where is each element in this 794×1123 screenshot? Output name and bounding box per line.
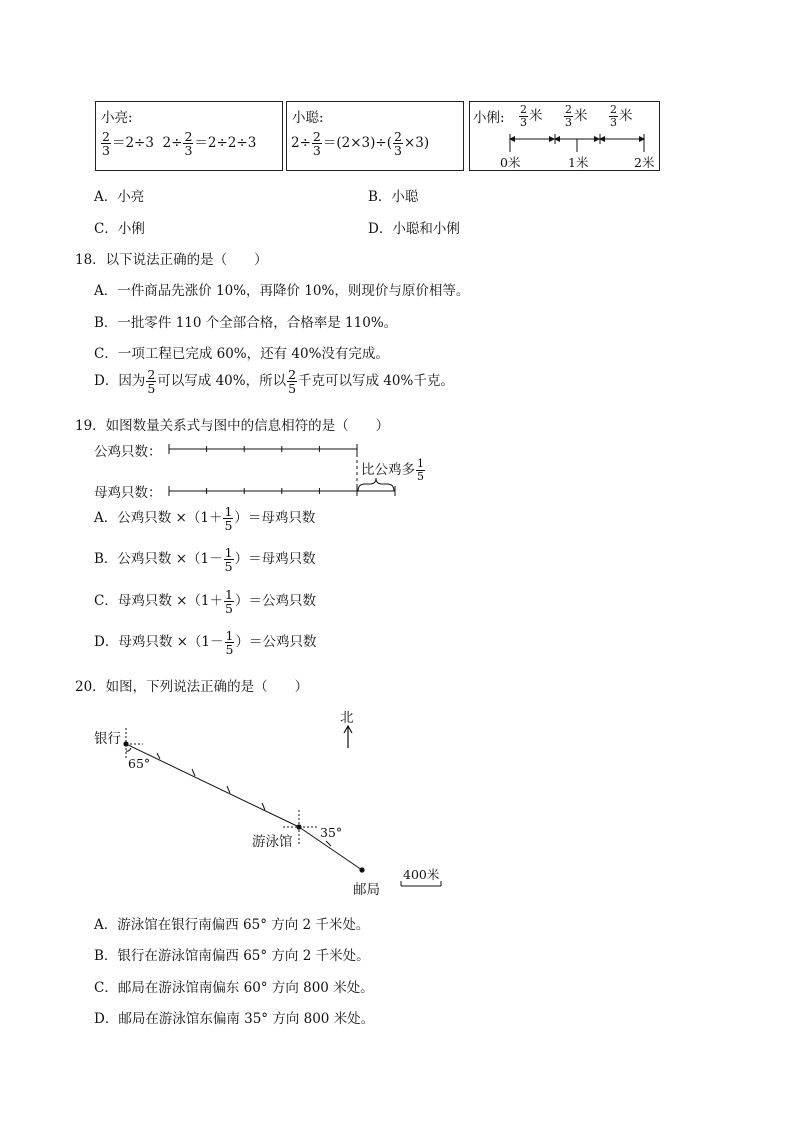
q20-option-a[interactable]: A．游泳馆在银行南偏西 65° 方向 2 千米处。 bbox=[94, 917, 370, 933]
xiaoliang-title: 小亮: bbox=[101, 110, 133, 126]
xiaoli-title: 小俐: bbox=[473, 110, 505, 126]
xiaoliang-box bbox=[95, 101, 283, 171]
q18-option-d[interactable]: D．因为 $\frac{2}{5}$ 可以写成 40%，所以 $\frac{2}{5}$ 千克可以写成 40%千克。 bbox=[94, 367, 454, 397]
q17-option-c[interactable]: C．小俐 bbox=[94, 221, 145, 237]
xiaoli-box bbox=[469, 101, 660, 171]
xiaoliang-equation: $\frac{2}{3}$ ＝2÷3 2÷ $\frac{2}{3}$ ＝2÷2÷3 bbox=[102, 129, 257, 159]
xiaoli-seg-3: $\frac{2}{3}$ 米 bbox=[610, 103, 633, 129]
q17-option-d[interactable]: D．小聪和小俐 bbox=[368, 221, 460, 237]
q19-option-d[interactable]: D．母鸡只数 ×（1－ $\frac{1}{5}$ ）＝公鸡只数 bbox=[94, 628, 317, 658]
north-label: 北 bbox=[340, 710, 354, 726]
q18-option-a[interactable]: A．一件商品先涨价 10%，再降价 10%，则现价与原价相等。 bbox=[94, 283, 470, 299]
xiaocong-box bbox=[286, 101, 464, 171]
hen-label: 母鸡只数： bbox=[94, 485, 162, 501]
q17-option-a[interactable]: A．小亮 bbox=[94, 189, 145, 205]
angle-35-label: 35° bbox=[320, 825, 343, 840]
q20-option-c[interactable]: C．邮局在游泳馆南偏东 60° 方向 800 米处。 bbox=[94, 980, 374, 996]
xiaocong-equation: 2÷ $\frac{2}{3}$ ＝(2×3)÷( $\frac{2}{3}$ ×3) bbox=[291, 129, 430, 159]
q20-option-d[interactable]: D．邮局在游泳馆东偏南 35° 方向 800 米处。 bbox=[94, 1011, 375, 1027]
q19-stem: 19．如图数量关系式与图中的信息相符的是（ ） bbox=[75, 418, 390, 434]
q20-stem: 20．如图，下列说法正确的是（ ） bbox=[75, 679, 309, 695]
q18-stem: 18．以下说法正确的是（ ） bbox=[75, 252, 268, 268]
post-label: 邮局 bbox=[353, 882, 380, 898]
angle-65-label: 65° bbox=[128, 756, 151, 771]
mark-2: 2米 bbox=[634, 155, 655, 170]
xiaocong-title: 小聪: bbox=[292, 110, 324, 126]
scale-label: 400米 bbox=[403, 867, 440, 882]
mark-0: 0米 bbox=[500, 155, 521, 170]
number-line bbox=[470, 102, 661, 172]
xiaoli-seg-2: $\frac{2}{3}$ 米 bbox=[565, 103, 588, 129]
brace-note: 比公鸡多 $\frac{1}{5}$ bbox=[361, 457, 424, 483]
q20-option-b[interactable]: B．银行在游泳馆南偏西 65° 方向 2 千米处。 bbox=[94, 948, 370, 964]
bank-label: 银行 bbox=[94, 731, 121, 747]
q19-option-a[interactable]: A．公鸡只数 ×（1＋ $\frac{1}{5}$ ）＝母鸡只数 bbox=[94, 504, 316, 534]
q19-option-b[interactable]: B．公鸡只数 ×（1－ $\frac{1}{5}$ ）＝母鸡只数 bbox=[94, 545, 316, 575]
mark-1: 1米 bbox=[568, 155, 589, 170]
q18-option-b[interactable]: B．一批零件 110 个全部合格，合格率是 110%。 bbox=[94, 315, 398, 331]
xiaoli-seg-1: $\frac{2}{3}$ 米 bbox=[520, 103, 543, 129]
pool-label: 游泳馆 bbox=[252, 834, 293, 850]
rooster-label: 公鸡只数： bbox=[94, 444, 162, 460]
q18-option-c[interactable]: C．一项工程已完成 60%，还有 40%没有完成。 bbox=[94, 346, 389, 362]
q19-option-c[interactable]: C．母鸡只数 ×（1＋ $\frac{1}{5}$ ）＝公鸡只数 bbox=[94, 587, 316, 617]
q17-option-b[interactable]: B．小聪 bbox=[368, 189, 419, 205]
